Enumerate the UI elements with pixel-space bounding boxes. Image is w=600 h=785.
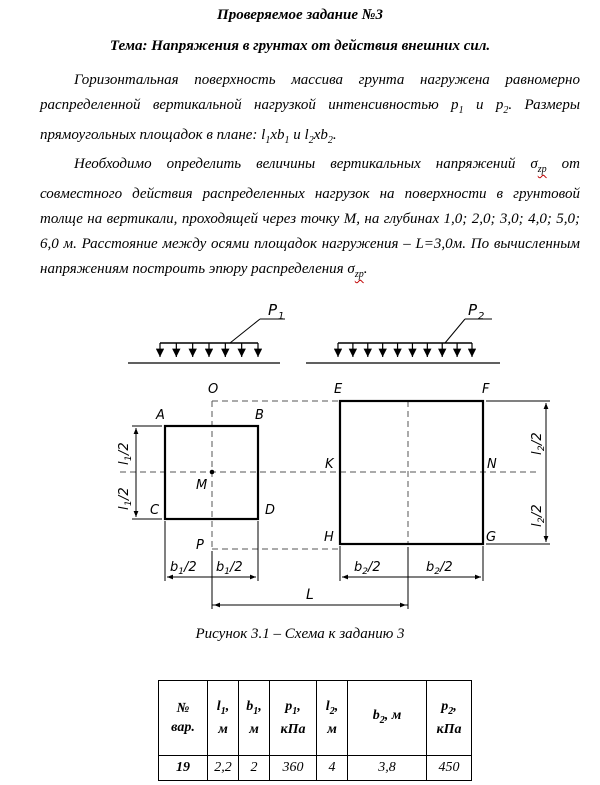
svg-text:l: l	[117, 461, 132, 465]
svg-text:/2: /2	[117, 442, 132, 455]
svg-text:l: l	[530, 451, 545, 455]
dim-b1-labels	[170, 560, 243, 577]
label-k: K	[325, 457, 334, 472]
svg-text:b1/2: $b_1/2$	[170, 560, 197, 577]
table-cell: 2	[239, 756, 270, 781]
dim-l1-labels	[117, 442, 134, 510]
variant-table	[158, 680, 472, 781]
label-b: B	[255, 408, 264, 423]
table-row	[159, 756, 472, 781]
svg-text:/2: /2	[530, 432, 545, 445]
paragraph-2: Необходимо определить величины вертикальных напряжений $\sigma_{zp}$ от совместного действия распределенных нагрузок на поверхности в грунтовой толще на вертикали, проходящей через точку М, на глубинах 1,0; 2,0; 3,0; 4,0; 5,0; 6,0 м. Расстояние между осями площадок нагружения – L=3,0м. По вычисленным напряжениям построить эпюру распределения $\sigma_{zp}$.	[40, 156, 581, 280]
svg-text:b2/2: $b_2/2$	[426, 560, 453, 577]
label-d: D	[265, 503, 276, 518]
table-cell: 3,8	[348, 756, 427, 781]
p1-subscript: 1	[278, 311, 285, 322]
label-h: H	[324, 530, 334, 545]
label-e: E	[334, 382, 343, 397]
assignment-heading: Проверяемое задание №3	[217, 7, 383, 23]
label-p: P	[196, 538, 204, 553]
svg-text:1: 1	[124, 455, 134, 461]
table-header: $p_2$, кПа	[427, 681, 472, 756]
table-cell: 360	[270, 756, 317, 781]
svg-text:l: l	[117, 506, 132, 510]
figure-caption: Рисунок 3.1 – Схема к заданию 3	[195, 626, 405, 642]
loading-scheme-figure	[100, 295, 560, 625]
svg-text:2: 2	[537, 517, 547, 523]
label-n: N	[487, 457, 497, 472]
table-cell: 2,2	[208, 756, 239, 781]
svg-text:/2: /2	[117, 487, 132, 500]
dim-l2-labels	[530, 432, 547, 527]
label-g: G	[486, 530, 497, 545]
table-header: $b_2$, м	[348, 681, 427, 756]
construction-lines	[120, 401, 540, 549]
svg-text:b2/2: $b_2/2$	[354, 560, 381, 577]
svg-text:l: l	[530, 523, 545, 527]
p2-subscript: 2	[478, 311, 485, 322]
paragraph-1: Горизонтальная поверхность массива грунта нагружена равномерно распределенной вертикальной нагрузкой интенсивностью $p_1$ и $p_2$. Размеры прямоугольных площадок в плане: $l_1xb_1$ и $l_2xb_2$.	[40, 72, 580, 146]
table-header-row	[159, 681, 472, 756]
svg-text:2: 2	[537, 445, 547, 451]
svg-text:/2: /2	[530, 504, 545, 517]
svg-text:1: 1	[124, 500, 134, 506]
label-c: C	[150, 503, 160, 518]
p1-label: P	[268, 301, 278, 319]
assignment-topic: Тема: Напряжения в грунтах от действия внешних сил.	[109, 38, 491, 54]
label-a: A	[156, 408, 165, 423]
table-header: № вар.	[159, 681, 208, 756]
table-header: $l_1$, м	[208, 681, 239, 756]
dim-l-label: L	[306, 587, 314, 603]
table-header: $p_1$, кПа	[270, 681, 317, 756]
svg-text:b1/2: $b_1/2$	[216, 560, 243, 577]
load-p1	[128, 301, 285, 363]
point-m	[210, 470, 215, 475]
table-header: $l_2$, м	[317, 681, 348, 756]
label-f: F	[482, 382, 490, 397]
dim-b2	[340, 546, 483, 609]
load-p2	[306, 301, 500, 363]
label-o: O	[208, 382, 219, 397]
point-labels	[150, 382, 497, 553]
label-m: M	[196, 478, 208, 493]
table-cell: 4	[317, 756, 348, 781]
table-header: $b_1$, м	[239, 681, 270, 756]
table-cell: 450	[427, 756, 472, 781]
dim-b2-labels	[354, 560, 453, 577]
table-cell: 19	[159, 756, 208, 781]
p2-label: P	[468, 301, 478, 319]
